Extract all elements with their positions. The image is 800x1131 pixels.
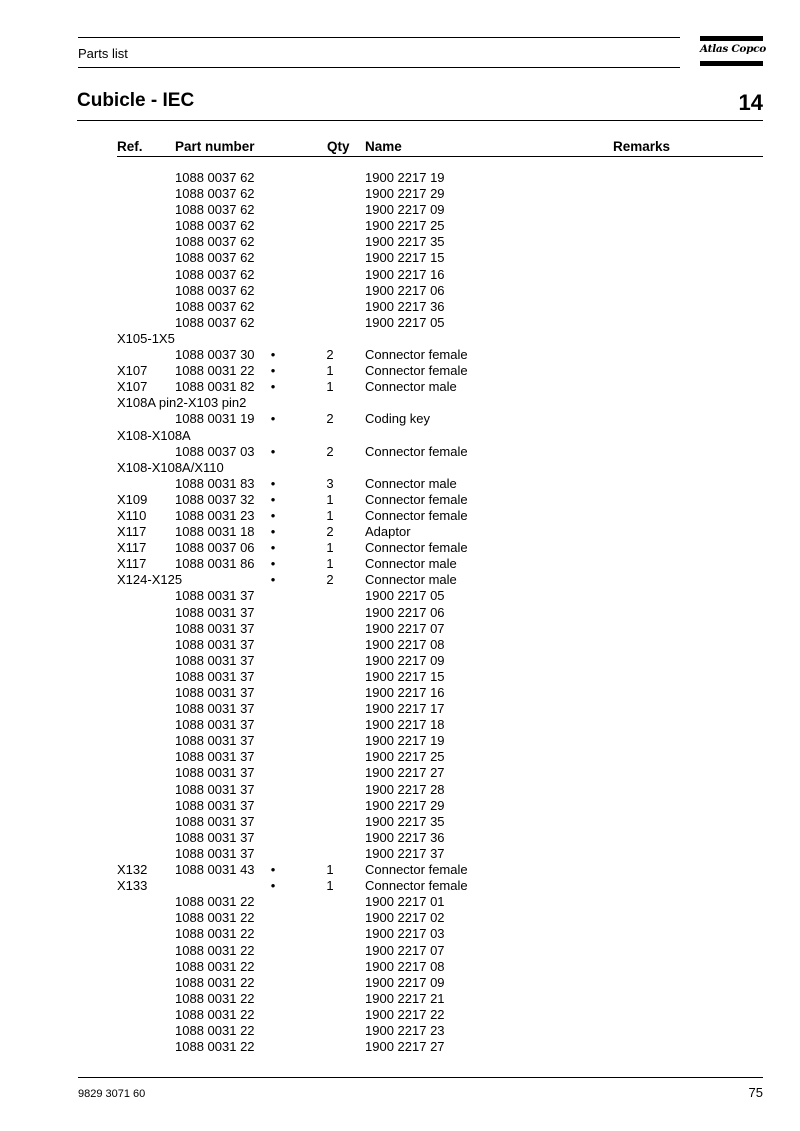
header-rule-top	[78, 37, 680, 38]
row-part-number: 1088 0031 22	[175, 363, 255, 379]
logo-bar-bottom	[700, 61, 763, 66]
row-ref: X110	[117, 507, 147, 523]
row-bullet: •	[270, 363, 276, 379]
row-part-number: 1088 0031 22	[175, 1006, 255, 1022]
table-row	[0, 508, 800, 524]
table-row	[0, 1023, 800, 1039]
atlas-copco-logo	[700, 36, 766, 66]
row-part-number: 1088 0031 83	[175, 475, 255, 491]
row-ref: X108-X108A	[117, 427, 191, 443]
row-name: 1900 2217 06	[365, 604, 445, 620]
row-name: Adaptor	[365, 524, 411, 540]
table-row	[0, 331, 800, 347]
row-part-number: 1088 0037 62	[175, 202, 255, 218]
row-name: 1900 2217 08	[365, 958, 445, 974]
row-part-number: 1088 0031 37	[175, 652, 255, 668]
row-part-number: 1088 0031 37	[175, 813, 255, 829]
row-name: 1900 2217 09	[365, 202, 445, 218]
row-name: Connector female	[365, 347, 468, 363]
row-name: 1900 2217 06	[365, 282, 445, 298]
table-row	[0, 428, 800, 444]
row-bullet: •	[270, 572, 276, 588]
table-row	[0, 556, 800, 572]
row-part-number: 1088 0031 43	[175, 862, 255, 878]
row-name: 1900 2217 23	[365, 1022, 445, 1038]
row-name: 1900 2217 02	[365, 910, 445, 926]
row-part-number: 1088 0031 37	[175, 829, 255, 845]
row-part-number: 1088 0031 22	[175, 926, 255, 942]
table-row	[0, 782, 800, 798]
table-row	[0, 267, 800, 283]
row-qty: 2	[326, 411, 334, 427]
row-part-number: 1088 0037 06	[175, 540, 255, 556]
row-name: 1900 2217 15	[365, 250, 445, 266]
table-row	[0, 765, 800, 781]
row-part-number: 1088 0031 22	[175, 894, 255, 910]
row-part-number: 1088 0031 37	[175, 749, 255, 765]
table-row	[0, 798, 800, 814]
table-row	[0, 460, 800, 476]
table-row	[0, 894, 800, 910]
row-ref: X124-X125	[117, 572, 183, 588]
table-row	[0, 991, 800, 1007]
row-ref: X117	[117, 556, 147, 572]
table-row	[0, 588, 800, 604]
table-row	[0, 862, 800, 878]
row-name: 1900 2217 25	[365, 749, 445, 765]
title-rule	[77, 120, 763, 121]
row-part-number: 1088 0031 22	[175, 958, 255, 974]
row-part-number: 1088 0031 22	[175, 910, 255, 926]
row-qty: 1	[326, 878, 334, 894]
row-name: 1900 2217 05	[365, 588, 445, 604]
row-name: 1900 2217 36	[365, 298, 445, 314]
row-part-number: 1088 0037 62	[175, 250, 255, 266]
table-row	[0, 701, 800, 717]
row-part-number: 1088 0031 37	[175, 797, 255, 813]
row-bullet: •	[270, 443, 276, 459]
row-name: 1900 2217 09	[365, 974, 445, 990]
table-row	[0, 363, 800, 379]
row-part-number: 1088 0031 37	[175, 620, 255, 636]
row-name: 1900 2217 05	[365, 314, 445, 330]
row-name: 1900 2217 03	[365, 926, 445, 942]
column-header-ref: Ref.	[117, 139, 143, 154]
row-part-number: 1088 0031 37	[175, 588, 255, 604]
table-row	[0, 283, 800, 299]
table-row	[0, 186, 800, 202]
row-part-number: 1088 0031 37	[175, 636, 255, 652]
row-bullet: •	[270, 540, 276, 556]
row-part-number: 1088 0031 22	[175, 990, 255, 1006]
table-row	[0, 299, 800, 315]
row-bullet: •	[270, 862, 276, 878]
row-part-number: 1088 0031 37	[175, 717, 255, 733]
section-number: 14	[738, 90, 763, 115]
column-header-part-number: Part number	[175, 139, 255, 154]
table-row	[0, 975, 800, 991]
row-qty: 2	[326, 443, 334, 459]
row-name: 1900 2217 17	[365, 701, 445, 717]
column-header-qty: Qty	[327, 139, 350, 154]
row-qty: 2	[326, 572, 334, 588]
row-name: 1900 2217 36	[365, 829, 445, 845]
row-part-number: 1088 0037 62	[175, 234, 255, 250]
table-row	[0, 830, 800, 846]
row-ref: X132	[117, 862, 148, 878]
row-part-number: 1088 0031 22	[175, 1022, 255, 1038]
row-name: 1900 2217 09	[365, 652, 445, 668]
table-row	[0, 637, 800, 653]
row-part-number: 1088 0037 62	[175, 186, 255, 202]
table-row	[0, 621, 800, 637]
table-row	[0, 749, 800, 765]
row-bullet: •	[270, 556, 276, 572]
row-name: 1900 2217 15	[365, 668, 445, 684]
row-name: 1900 2217 16	[365, 685, 445, 700]
table-row	[0, 910, 800, 926]
row-qty: 1	[326, 363, 334, 379]
row-name: 1900 2217 29	[365, 186, 445, 202]
row-part-number: 1088 0031 18	[175, 524, 255, 540]
table-row	[0, 685, 800, 701]
row-qty: 2	[326, 524, 334, 540]
table-row	[0, 733, 800, 749]
row-name: Connector female	[365, 507, 468, 523]
row-name: 1900 2217 07	[365, 942, 445, 958]
table-row	[0, 218, 800, 234]
row-name: Connector male	[365, 379, 457, 395]
logo-text: Atlas Copco	[700, 43, 766, 55]
row-name: Connector male	[365, 556, 457, 572]
row-qty: 1	[326, 507, 334, 523]
row-name: Connector male	[365, 475, 457, 491]
row-part-number: 1088 0031 37	[175, 604, 255, 620]
row-qty: 2	[326, 347, 334, 363]
column-header-name: Name	[365, 139, 402, 154]
table-row	[0, 1007, 800, 1023]
table-row	[0, 524, 800, 540]
header-rule-bottom	[78, 67, 680, 68]
row-part-number: 1088 0031 37	[175, 733, 255, 749]
row-part-number: 1088 0031 37	[175, 765, 255, 781]
footer-rule	[78, 1077, 763, 1078]
row-name: 1900 2217 19	[365, 170, 445, 185]
row-part-number: 1088 0037 62	[175, 218, 255, 234]
table-row	[0, 572, 800, 588]
row-name: Connector female	[365, 540, 468, 556]
row-ref: X117	[117, 524, 147, 540]
row-name: 1900 2217 19	[365, 733, 445, 749]
table-row	[0, 411, 800, 427]
row-bullet: •	[270, 491, 276, 507]
row-name: 1900 2217 29	[365, 797, 445, 813]
row-part-number: 1088 0037 62	[175, 314, 255, 330]
row-bullet: •	[270, 379, 276, 395]
row-ref: X109	[117, 491, 148, 507]
table-row	[0, 653, 800, 669]
row-bullet: •	[270, 524, 276, 540]
row-part-number: 1088 0037 30	[175, 347, 255, 363]
table-row	[0, 926, 800, 942]
row-bullet: •	[270, 347, 276, 363]
row-name: Connector female	[365, 878, 468, 894]
table-row	[0, 669, 800, 685]
row-qty: 1	[326, 556, 334, 572]
row-name: Connector female	[365, 443, 468, 459]
row-qty: 1	[326, 540, 334, 556]
row-part-number: 1088 0031 22	[175, 974, 255, 990]
table-row	[0, 1039, 800, 1055]
table-row	[0, 315, 800, 331]
row-name: 1900 2217 27	[365, 1039, 445, 1055]
row-ref: X117	[117, 540, 147, 556]
table-row	[0, 476, 800, 492]
table-row	[0, 846, 800, 862]
row-bullet: •	[270, 475, 276, 491]
table-row	[0, 202, 800, 218]
row-part-number: 1088 0031 86	[175, 556, 255, 572]
row-name: 1900 2217 35	[365, 234, 445, 250]
row-bullet: •	[270, 878, 276, 894]
row-ref: X133	[117, 878, 148, 894]
table-row	[0, 605, 800, 621]
row-part-number: 1088 0031 37	[175, 685, 255, 700]
row-name: 1900 2217 37	[365, 845, 445, 861]
row-name: 1900 2217 07	[365, 620, 445, 636]
row-part-number: 1088 0031 23	[175, 507, 255, 523]
page-title: Cubicle - IEC	[77, 90, 195, 111]
row-part-number: 1088 0037 32	[175, 491, 255, 507]
column-header-remarks: Remarks	[613, 139, 671, 154]
row-name: 1900 2217 28	[365, 781, 445, 797]
table-row	[0, 395, 800, 411]
row-qty: 1	[326, 491, 334, 507]
row-part-number: 1088 0037 62	[175, 170, 255, 185]
row-ref: X105-1X5	[117, 330, 175, 346]
row-part-number: 1088 0037 03	[175, 443, 255, 459]
row-bullet: •	[270, 411, 276, 427]
table-row	[0, 234, 800, 250]
row-name: 1900 2217 18	[365, 717, 445, 733]
row-name: Connector female	[365, 363, 468, 379]
row-name: 1900 2217 27	[365, 765, 445, 781]
row-qty: 1	[326, 379, 334, 395]
row-name: 1900 2217 35	[365, 813, 445, 829]
row-bullet: •	[270, 507, 276, 523]
header-label: Parts list	[78, 46, 128, 61]
row-qty: 3	[326, 475, 334, 491]
row-part-number: 1088 0031 22	[175, 1039, 255, 1055]
table-row	[0, 492, 800, 508]
row-part-number: 1088 0031 37	[175, 845, 255, 861]
row-name: Connector female	[365, 491, 468, 507]
row-part-number: 1088 0031 82	[175, 379, 255, 395]
table-row	[0, 347, 800, 363]
document-number: 9829 3071 60	[78, 1088, 146, 1100]
logo-bar-top	[700, 36, 763, 41]
table-row	[0, 250, 800, 266]
table-row	[0, 814, 800, 830]
row-part-number: 1088 0031 37	[175, 701, 255, 717]
row-ref: X108-X108A/X110	[117, 459, 224, 475]
row-part-number: 1088 0031 37	[175, 668, 255, 684]
row-name: 1900 2217 25	[365, 218, 445, 234]
table-row	[0, 540, 800, 556]
row-name: Coding key	[365, 411, 431, 427]
row-name: 1900 2217 21	[365, 990, 445, 1006]
row-part-number: 1088 0037 62	[175, 298, 255, 314]
column-header-rule	[117, 156, 763, 157]
row-part-number: 1088 0031 19	[175, 411, 255, 427]
row-part-number: 1088 0031 22	[175, 942, 255, 958]
row-ref: X107	[117, 379, 148, 395]
row-name: 1900 2217 16	[365, 266, 445, 282]
row-qty: 1	[326, 862, 334, 878]
row-name: 1900 2217 08	[365, 636, 445, 652]
table-row	[0, 170, 800, 186]
table-row	[0, 379, 800, 395]
row-name: 1900 2217 22	[365, 1006, 445, 1022]
row-ref: X107	[117, 363, 148, 379]
row-ref: X108A pin2-X103 pin2	[117, 395, 247, 411]
table-row	[0, 943, 800, 959]
row-name: Connector male	[365, 572, 457, 588]
page-number: 75	[748, 1085, 763, 1100]
table-row	[0, 959, 800, 975]
table-row	[0, 878, 800, 894]
parts-table-body	[0, 170, 800, 1055]
row-part-number: 1088 0037 62	[175, 282, 255, 298]
row-name: Connector female	[365, 862, 468, 878]
row-part-number: 1088 0031 37	[175, 781, 255, 797]
table-row	[0, 444, 800, 460]
row-name: 1900 2217 01	[365, 894, 445, 910]
row-part-number: 1088 0037 62	[175, 266, 255, 282]
table-row	[0, 717, 800, 733]
